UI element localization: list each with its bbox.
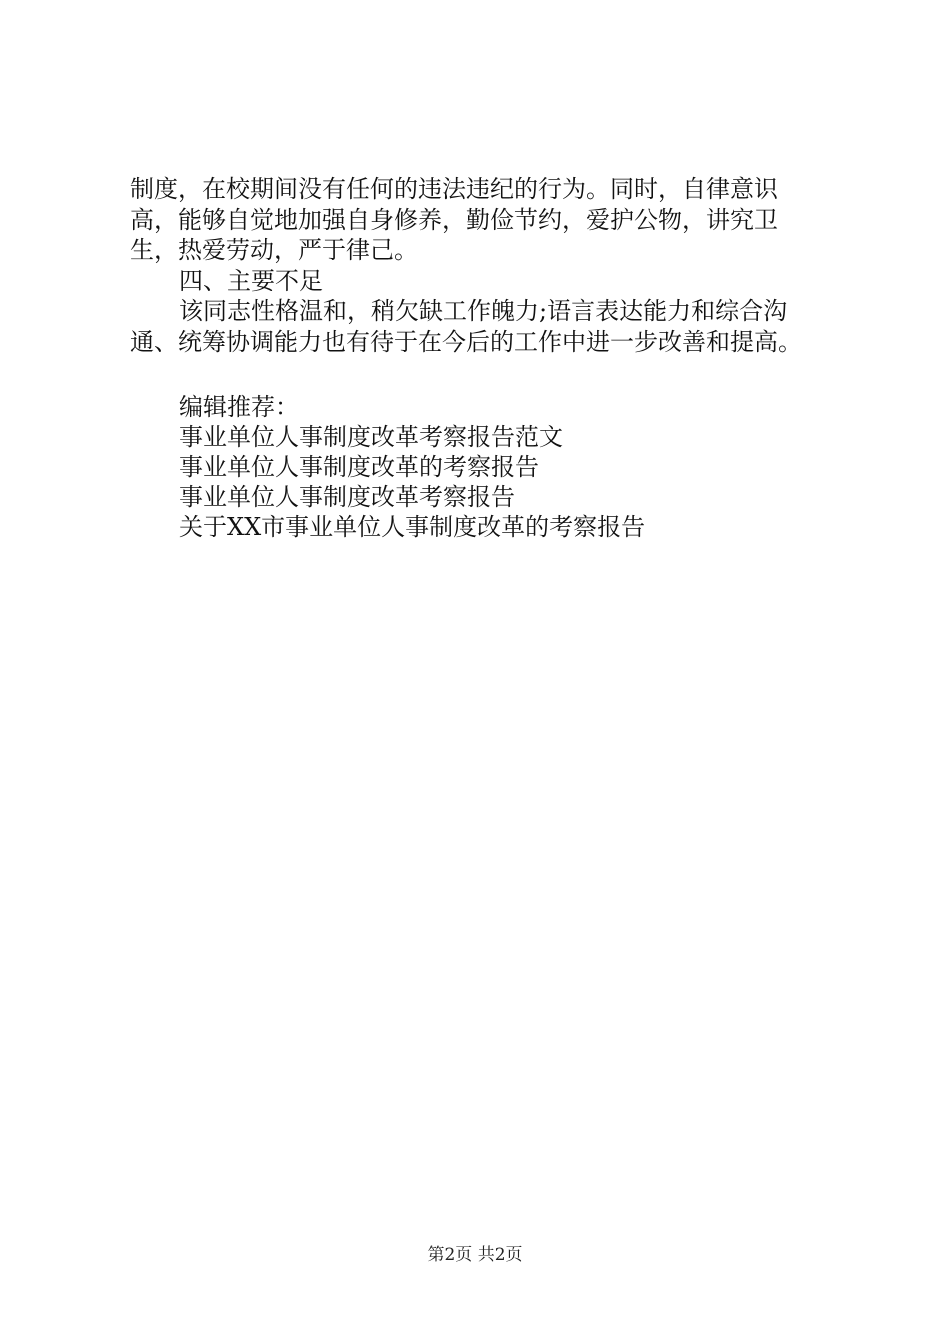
paragraph-line: 生，热爱劳动，严于律己。 bbox=[130, 236, 418, 264]
recommended-link[interactable]: 事业单位人事制度改革考察报告 bbox=[179, 483, 515, 511]
paragraph-line: 高，能够自觉地加强自身修养，勤俭节约，爱护公物，讲究卫 bbox=[130, 205, 778, 234]
paragraph-line: 通、统筹协调能力也有待于在今后的工作中进一步改善和提高。 bbox=[130, 327, 802, 356]
section-heading: 四、主要不足 bbox=[179, 266, 323, 295]
recommended-section bbox=[179, 392, 829, 542]
recommended-link[interactable]: 事业单位人事制度改革的考察报告 bbox=[179, 453, 539, 481]
recommended-heading: 编辑推荐： bbox=[179, 393, 299, 421]
document-body bbox=[130, 174, 830, 357]
recommended-link[interactable]: 关于XX市事业单位人事制度改革的考察报告 bbox=[179, 513, 646, 541]
paragraph-line: 制度，在校期间没有任何的违法违纪的行为。同时，自律意识 bbox=[130, 175, 778, 203]
recommended-link[interactable]: 事业单位人事制度改革考察报告范文 bbox=[179, 423, 563, 451]
page-footer: 第2页 共2页 bbox=[427, 1245, 523, 1265]
paragraph-line: 该同志性格温和，稍欠缺工作魄力;语言表达能力和综合沟 bbox=[179, 297, 788, 325]
